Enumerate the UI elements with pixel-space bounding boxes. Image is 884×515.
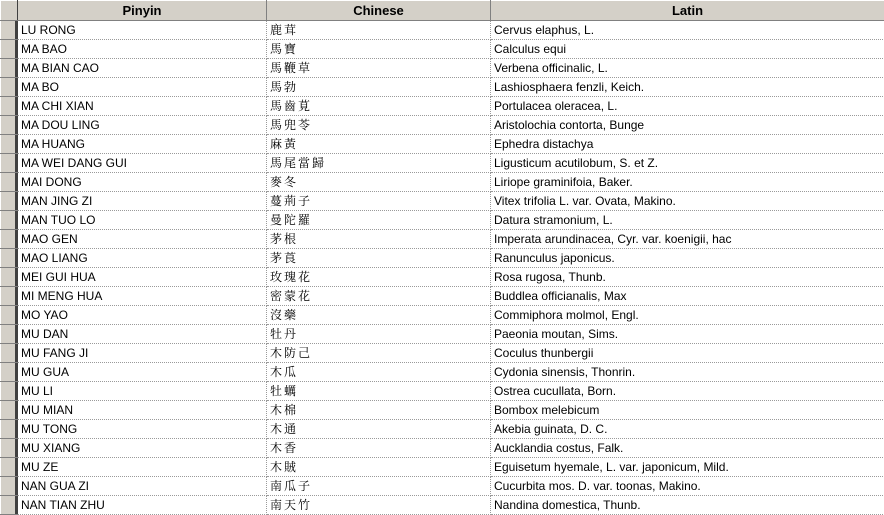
table-row[interactable]: [1, 268, 884, 287]
cell-chinese[interactable]: 木賊: [267, 458, 491, 477]
column-header-chinese[interactable]: Chinese: [267, 1, 491, 21]
row-selector-marker: [1, 420, 17, 438]
cell-chinese[interactable]: 木瓜: [267, 363, 491, 382]
row-selector-marker: [1, 344, 17, 362]
column-header-pinyin[interactable]: Pinyin: [18, 1, 267, 21]
table-row[interactable]: [1, 21, 884, 40]
table-row[interactable]: [1, 173, 884, 192]
row-selector[interactable]: [1, 78, 18, 97]
cell-latin[interactable]: Cervus elaphus, L.: [491, 21, 884, 40]
cell-chinese[interactable]: 玫瑰花: [267, 268, 491, 287]
cell-latin[interactable]: Datura stramonium, L.: [491, 211, 884, 230]
row-selector[interactable]: [1, 230, 18, 249]
row-selector[interactable]: [1, 192, 18, 211]
cell-latin[interactable]: Akebia guinata, D. C.: [491, 420, 884, 439]
cell-chinese[interactable]: 麻黃: [267, 135, 491, 154]
cell-latin[interactable]: Bombox melebicum: [491, 401, 884, 420]
row-selector[interactable]: [1, 268, 18, 287]
select-all-corner[interactable]: [1, 1, 18, 21]
table-row[interactable]: [1, 97, 884, 116]
row-selector-marker: [1, 192, 17, 210]
table-row[interactable]: [1, 477, 884, 496]
row-selector[interactable]: [1, 211, 18, 230]
cell-chinese[interactable]: 木防己: [267, 344, 491, 363]
cell-pinyin[interactable]: MA BAO: [18, 40, 267, 59]
row-selector[interactable]: [1, 401, 18, 420]
cell-chinese[interactable]: 南天竹: [267, 496, 491, 515]
cell-latin[interactable]: Eguisetum hyemale, L. var. japonicum, Mild.: [491, 458, 884, 477]
row-selector[interactable]: [1, 135, 18, 154]
cell-latin[interactable]: Liriope graminifoia, Baker.: [491, 173, 884, 192]
table-row[interactable]: [1, 154, 884, 173]
table-row[interactable]: [1, 249, 884, 268]
row-selector-marker: [1, 439, 17, 457]
table-row[interactable]: [1, 325, 884, 344]
table-row[interactable]: [1, 439, 884, 458]
cell-pinyin[interactable]: MA DOU LING: [18, 116, 267, 135]
cell-chinese[interactable]: 蔓荊子: [267, 192, 491, 211]
cell-latin[interactable]: Paeonia moutan, Sims.: [491, 325, 884, 344]
cell-pinyin[interactable]: NAN TIAN ZHU: [18, 496, 267, 515]
cell-chinese[interactable]: 馬勃: [267, 78, 491, 97]
table-row[interactable]: [1, 344, 884, 363]
cell-chinese[interactable]: 馬尾當歸: [267, 154, 491, 173]
cell-chinese[interactable]: 密蒙花: [267, 287, 491, 306]
cell-chinese[interactable]: 沒藥: [267, 306, 491, 325]
cell-pinyin[interactable]: MA BO: [18, 78, 267, 97]
row-selector[interactable]: [1, 363, 18, 382]
cell-chinese[interactable]: 茅莨: [267, 249, 491, 268]
row-selector[interactable]: [1, 477, 18, 496]
row-selector[interactable]: [1, 21, 18, 40]
row-selector[interactable]: [1, 420, 18, 439]
cell-pinyin[interactable]: MA BIAN CAO: [18, 59, 267, 78]
row-selector-marker: [1, 230, 17, 248]
cell-chinese[interactable]: 鹿茸: [267, 21, 491, 40]
row-selector-marker: [1, 59, 17, 77]
table-row[interactable]: [1, 116, 884, 135]
table-row[interactable]: [1, 287, 884, 306]
cell-pinyin[interactable]: LU RONG: [18, 21, 267, 40]
cell-chinese[interactable]: 馬寶: [267, 40, 491, 59]
cell-chinese[interactable]: 木香: [267, 439, 491, 458]
row-selector[interactable]: [1, 496, 18, 515]
row-selector-marker: [1, 135, 17, 153]
row-selector[interactable]: [1, 306, 18, 325]
cell-pinyin[interactable]: MEI GUI HUA: [18, 268, 267, 287]
table-row[interactable]: [1, 230, 884, 249]
cell-latin[interactable]: Nandina domestica, Thunb.: [491, 496, 884, 515]
cell-pinyin[interactable]: MU GUA: [18, 363, 267, 382]
cell-pinyin[interactable]: MA WEI DANG GUI: [18, 154, 267, 173]
cell-latin[interactable]: Cucurbita mos. D. var. toonas, Makino.: [491, 477, 884, 496]
row-selector[interactable]: [1, 59, 18, 78]
row-selector[interactable]: [1, 249, 18, 268]
row-selector[interactable]: [1, 97, 18, 116]
row-selector-marker: [1, 306, 17, 324]
row-selector[interactable]: [1, 325, 18, 344]
cell-chinese[interactable]: 茅根: [267, 230, 491, 249]
cell-latin[interactable]: Ephedra distachya: [491, 135, 884, 154]
row-selector-marker: [1, 40, 17, 58]
cell-latin[interactable]: Coculus thunbergii: [491, 344, 884, 363]
cell-chinese[interactable]: 馬兜苓: [267, 116, 491, 135]
table-row[interactable]: [1, 135, 884, 154]
cell-chinese[interactable]: 木通: [267, 420, 491, 439]
cell-latin[interactable]: Aucklandia costus, Falk.: [491, 439, 884, 458]
table-row[interactable]: [1, 382, 884, 401]
table-row[interactable]: [1, 211, 884, 230]
cell-chinese[interactable]: 馬鞭草: [267, 59, 491, 78]
cell-pinyin[interactable]: MAN JING ZI: [18, 192, 267, 211]
cell-latin[interactable]: Ligusticum acutilobum, S. et Z.: [491, 154, 884, 173]
cell-latin[interactable]: Aristolochia contorta, Bunge: [491, 116, 884, 135]
row-selector-marker: [1, 116, 17, 134]
row-selector-marker: [1, 325, 17, 343]
row-selector[interactable]: [1, 458, 18, 477]
cell-chinese[interactable]: 木棉: [267, 401, 491, 420]
table-row[interactable]: [1, 59, 884, 78]
cell-chinese[interactable]: 曼陀羅: [267, 211, 491, 230]
table-row[interactable]: [1, 40, 884, 59]
cell-chinese[interactable]: 麥冬: [267, 173, 491, 192]
row-selector-marker: [1, 21, 17, 39]
row-selector[interactable]: [1, 40, 18, 59]
cell-pinyin[interactable]: MA CHI XIAN: [18, 97, 267, 116]
cell-pinyin[interactable]: MAO LIANG: [18, 249, 267, 268]
cell-chinese[interactable]: 南瓜子: [267, 477, 491, 496]
cell-pinyin[interactable]: NAN GUA ZI: [18, 477, 267, 496]
cell-latin[interactable]: Rosa rugosa, Thunb.: [491, 268, 884, 287]
cell-latin[interactable]: Cydonia sinensis, Thonrin.: [491, 363, 884, 382]
cell-pinyin[interactable]: MU TONG: [18, 420, 267, 439]
column-header-latin[interactable]: Latin: [491, 1, 884, 21]
table-row[interactable]: [1, 363, 884, 382]
row-selector-marker: [1, 268, 17, 286]
header-row: [1, 1, 884, 21]
cell-latin[interactable]: Ranunculus japonicus.: [491, 249, 884, 268]
row-selector[interactable]: [1, 173, 18, 192]
cell-latin[interactable]: Commiphora molmol, Engl.: [491, 306, 884, 325]
row-selector-marker: [1, 401, 17, 419]
row-selector-marker: [1, 97, 17, 115]
cell-pinyin[interactable]: MA HUANG: [18, 135, 267, 154]
table-row[interactable]: [1, 458, 884, 477]
row-selector-marker: [1, 477, 17, 495]
cell-chinese[interactable]: 牡丹: [267, 325, 491, 344]
row-selector-marker: [1, 78, 17, 96]
cell-latin[interactable]: Imperata arundinacea, Cyr. var. koenigii, hac: [491, 230, 884, 249]
row-selector-marker: [1, 287, 17, 305]
row-selector[interactable]: [1, 344, 18, 363]
row-selector-marker: [1, 154, 17, 172]
cell-latin[interactable]: Calculus equi: [491, 40, 884, 59]
cell-pinyin[interactable]: MAN TUO LO: [18, 211, 267, 230]
cell-pinyin[interactable]: MU XIANG: [18, 439, 267, 458]
cell-latin[interactable]: Verbena officinalic, L.: [491, 59, 884, 78]
table-row[interactable]: [1, 496, 884, 515]
cell-pinyin[interactable]: MI MENG HUA: [18, 287, 267, 306]
cell-pinyin[interactable]: MU MIAN: [18, 401, 267, 420]
row-selector-marker: [1, 173, 17, 191]
cell-pinyin[interactable]: MU FANG JI: [18, 344, 267, 363]
cell-latin[interactable]: Portulacea oleracea, L.: [491, 97, 884, 116]
row-selector-marker: [1, 382, 17, 400]
row-selector-marker: [1, 458, 17, 476]
row-selector-marker: [1, 363, 17, 381]
cell-pinyin[interactable]: MU ZE: [18, 458, 267, 477]
cell-latin[interactable]: Buddlea officianalis, Max: [491, 287, 884, 306]
row-selector-marker: [1, 496, 17, 514]
cell-pinyin[interactable]: MAI DONG: [18, 173, 267, 192]
table-row[interactable]: [1, 192, 884, 211]
cell-pinyin[interactable]: MAO GEN: [18, 230, 267, 249]
cell-pinyin[interactable]: MO YAO: [18, 306, 267, 325]
row-selector-marker: [1, 249, 17, 267]
table-body: [1, 21, 884, 515]
row-selector[interactable]: [1, 287, 18, 306]
cell-chinese[interactable]: 牡蠣: [267, 382, 491, 401]
cell-latin[interactable]: Ostrea cucullata, Born.: [491, 382, 884, 401]
cell-pinyin[interactable]: MU DAN: [18, 325, 267, 344]
table-row[interactable]: [1, 420, 884, 439]
table-row[interactable]: [1, 401, 884, 420]
cell-chinese[interactable]: 馬齒莧: [267, 97, 491, 116]
row-selector-marker: [1, 211, 17, 229]
cell-pinyin[interactable]: MU LI: [18, 382, 267, 401]
cell-latin[interactable]: Lashiosphaera fenzli, Keich.: [491, 78, 884, 97]
row-selector[interactable]: [1, 439, 18, 458]
row-selector[interactable]: [1, 382, 18, 401]
row-selector[interactable]: [1, 116, 18, 135]
cell-latin[interactable]: Vitex trifolia L. var. Ovata, Makino.: [491, 192, 884, 211]
table-row[interactable]: [1, 78, 884, 97]
table-row[interactable]: [1, 306, 884, 325]
row-selector[interactable]: [1, 154, 18, 173]
